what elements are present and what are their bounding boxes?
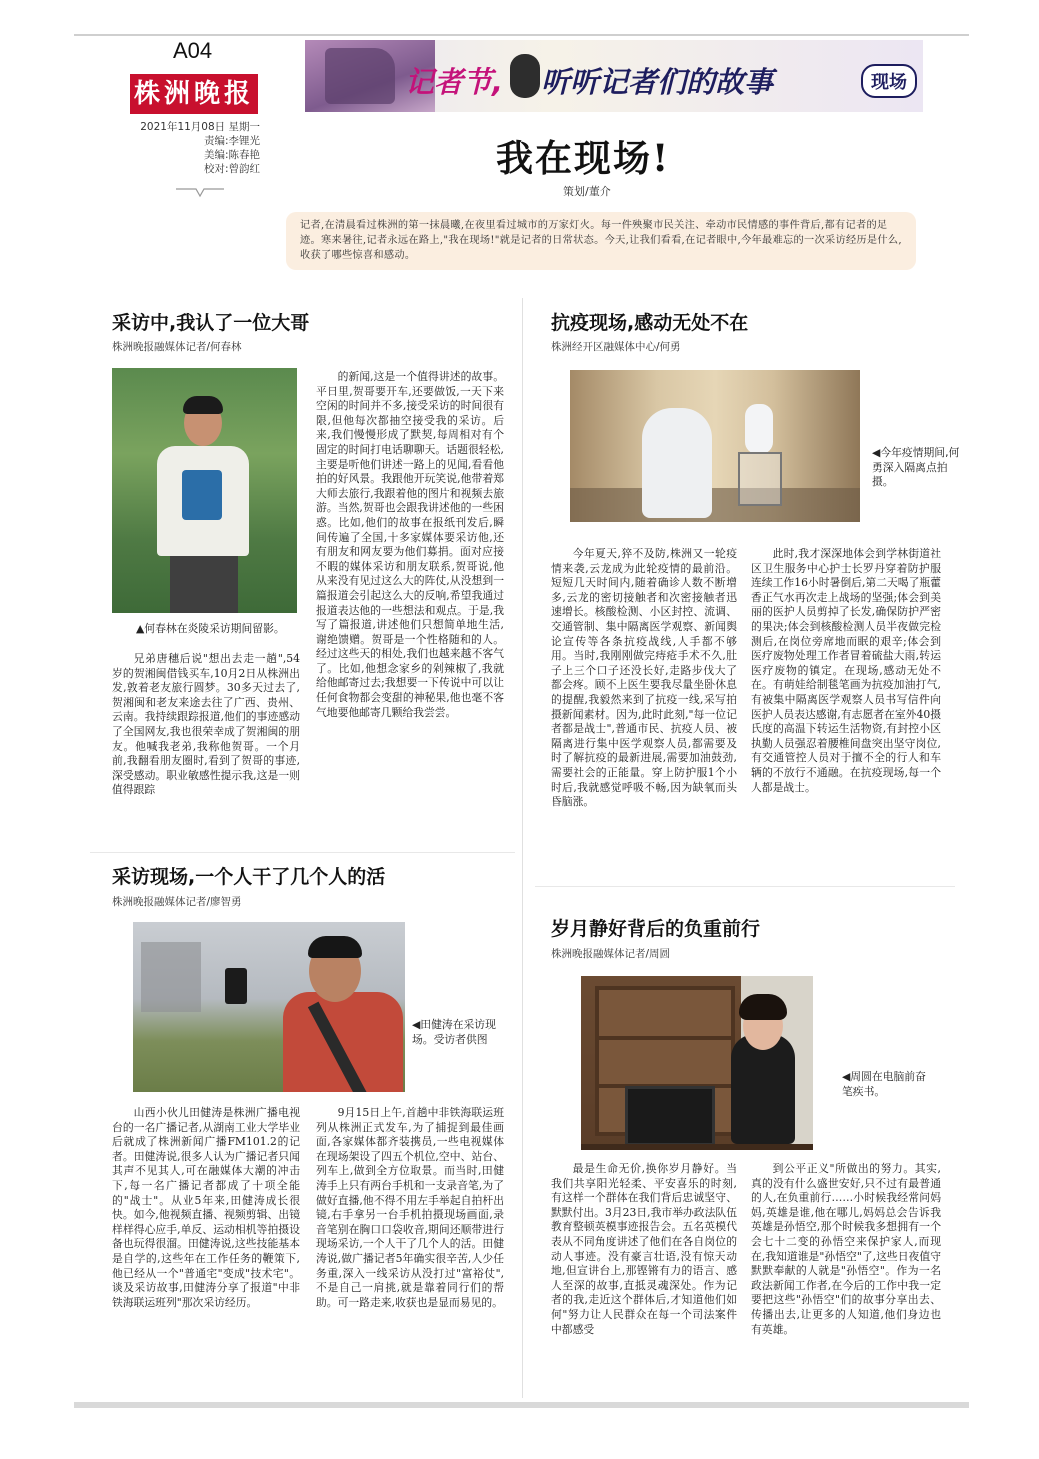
article-2-title: 抗疫现场,感动无处不在 <box>551 312 749 334</box>
article-2-byline: 株洲经开区融媒体中心/何勇 <box>551 341 681 353</box>
article-2-column-a: 今年夏天,猝不及防,株洲又一轮疫情来袭,云龙成为此轮疫情的最前沿。短短几天时间内,随着确诊人数不断增多,云龙的密切接触者和次密接触者迅速增长。核酸检测、小区封控、流调、交通管制、集中隔离医学观察、新闻舆论宣传等各条抗疫战线,人手都不够用。当时,我刚刚做完痔疮手术不久,肚子上三个口子还没长好,走路步伐大了都会疼。顾不上医生要我尽量坐卧休息的提醒,我毅然来到了抗疫一线,采写拍摄新闻素材。因为,此时此刻,"每一位记者都是战士",普通市民、抗疫人员、被隔离进行集中医学观察人员,都需要及时了解抗疫的最新进展,需要加油鼓劲,需要社会的正能量。穿上防护服1个小时后,我就感觉呼吸不畅,因为缺氧而头昏脑涨。 <box>551 547 737 809</box>
article-4-column-b: 到公平正义"所做出的努力。其实,真的没有什么盛世安好,只不过有最普通的人,在负重前行……小时候我经常问妈妈,英雄是谁,他在哪儿,妈妈总会告诉我英雄是孙悟空,那个时候我多想拥有一个会七十二变的孙悟空来保护家人,而现在,我知道谁是"孙悟空"了,这些日夜值守默默奉献的人就是"孙悟空"。作为一名政法新闻工作者,在今后的工作中我一定要把这些"孙悟空"们的故事分享出去、传播出去,让更多的人知道,他们身边也有英雄。 <box>751 1162 941 1336</box>
newspaper-logo: 株洲晚报 <box>130 74 258 114</box>
microphone-icon <box>510 54 540 98</box>
article-2-caption: ◀今年疫情期间,何勇深入隔离点拍摄。 <box>872 446 960 488</box>
article-3-byline: 株洲晚报融媒体记者/廖智勇 <box>112 896 242 908</box>
article-4-caption: ◀周圆在电脑前奋笔疾书。 <box>842 1070 926 1098</box>
article-3-column-b: 9月15日上午,首趟中非铁海联运班列从株洲正式发车,为了捕捉到最佳画面,各家媒体都齐装携员,一些电视媒体在现场架设了四五个机位,空中、站台、列车上,做到全方位取景。而当时,田健涛手上只有两台手机和一支录音笔,为了做好直播,他不得不用左手举起自拍杆出镜,右手拿另一台手机拍摄现场画面,录音笔别在胸口口袋收音,期间还顺带进行现场采访,一个人干了几个人的活。田健涛说,做广播记者5年确实很辛苦,人少任务重,深入一线采访从没打过"富裕仗",不是自己一肩挑,就是靠着同行们的帮助。可一路走来,收获也是显而易见的。 <box>316 1106 504 1309</box>
article-1-column-b: 的新闻,这是一个值得讲述的故事。平日里,贺哥要开车,还要做饭,一天下来空闲的时间并不多,接受采访的时间很有限,但他每次都抽空接受我的采访。后来,我们慢慢形成了默契,每周相对有个固定的时间打电话聊聊天。话题很轻松,主要是听他们讲述一路上的见闻,看看他拍的好风景。我跟他开玩笑说,他带着郑大师去旅行,我跟着他的图片和视频去旅游。当然,贺哥也会跟我讲述他的一些困惑。比如,他们的故事在报纸刊发后,瞬间传遍了全国,十多家媒体要采访他,还有朋友和网友要为他们募捐。面对应接不暇的媒体采访和朋友联系,贺哥说,他从来没有见过这么大的阵仗,从没想到一篇报道会引起这么大的反响,希望我通过报道表达他的一些想法和观点。于是,我写了篇报道,讲述他们只想简单地生活,谢绝馈赠。贺哥是一个性格随和的人。经过这些天的相处,我们也越来越不客气了。比如,他想念家乡的剁辣椒了,我就给他邮寄过去;我想要一下传说中可以让任何食物都会变甜的神秘果,他也毫不客气地要他邮寄几颗给我尝尝。 <box>316 370 504 719</box>
article-3-photo <box>133 922 405 1092</box>
article-2-photo <box>570 370 860 522</box>
article-1-byline: 株洲晚报融媒体记者/何春林 <box>112 341 242 353</box>
issue-date: 2021年11月08日 星期一 <box>140 121 260 133</box>
banner <box>305 40 923 112</box>
article-3-title: 采访现场,一个人干了几个人的活 <box>112 866 386 888</box>
issue-meta <box>130 120 260 176</box>
article-4-title: 岁月静好背后的负重前行 <box>551 918 761 940</box>
editor-credit: 责编:李锂光 <box>203 135 260 147</box>
article-4-column-a: 最是生命无价,换你岁月静好。当我们共享阳光轻柔、平安喜乐的时刻,有这样一个群体在我们背后忠诚坚守、默默付出。3月23日,我市举办政法队伍教育整顿英模事迹报告会。五名英模代表从不同角度讲述了他们在各自岗位的动人事迹。没有豪言壮语,没有惊天动地,但宣讲台上,那铿锵有力的语言、感人至深的故事,直抵灵魂深处。作为记者的我,走近这个群体后,才知道他们如何"努力让人民群众在每一个司法案件中都感受 <box>551 1162 737 1336</box>
banner-title-part2: 听听记者们的故事 <box>541 65 774 99</box>
page-number: A04 <box>173 38 213 63</box>
intro-box: 记者,在清晨看过株洲的第一抹晨曦,在夜里看过城市的万家灯火。每一件殃聚市民关注、牵动市民情感的事件背后,都有记者的足迹。寒来暑往,记者永远在路上,"我在现场!"就是记者的日常状态。今天,让我们看看,在记者眼中,今年最难忘的一次采访经历是什么,收获了哪些惊喜和感动。 <box>286 212 916 270</box>
article-1-photo <box>112 368 297 613</box>
down-notch-icon <box>176 188 224 198</box>
top-rule <box>74 34 969 36</box>
banner-tag: 现场 <box>861 64 917 98</box>
designer-credit: 美编:陈春艳 <box>203 149 260 161</box>
proofreader-credit: 校对:曾韵红 <box>203 163 260 175</box>
page-headline: 我在现场! <box>496 136 671 180</box>
column-divider <box>522 298 523 1398</box>
article-3-column-a: 山西小伙儿田健涛是株洲广播电视台的一名广播记者,从湖南工业大学毕业后就成了株洲新闻广播FM101.2的记者。田健涛说,很多人认为广播记者只闻其声不见其人,可在融媒体大潮的冲击下,每一名广播记者都成了十项全能的"战士"。从业5年来,田健涛成长很快。如今,他视频直播、视频剪辑、出镜样样得心应手,单反、运动相机等拍摄设备也玩得很溜。田健涛说,这些技能基本是自学的,这些年在工作任务的鞭策下,他已经从一个"普通宅"变成"技术宅"。谈及采访故事,田健涛分享了报道"中非铁海联运班列"那次采访经历。 <box>112 1106 300 1309</box>
banner-title-part1: 记者节, <box>405 65 504 99</box>
article-2-column-b: 此时,我才深深地体会到学林街道社区卫生服务中心护士长罗丹穿着防护服连续工作16小时暑倒后,第二天喝了瓶藿香正气水再次走上战场的坚强;体会到美丽的医护人员剪掉了长发,确保防护严密的果决;体会到核酸检测人员半夜做完检测后,在岗位旁席地而眠的艰辛;体会到医疗废物处理工作者冒着硫盐大雨,转运医疗废物的镇定。在现场,感动无处不在。有萌娃给制毯笔画为抗疫加油打气,有被集中隔离医学观察人员书写信件向医护人员表达感谢,有志愿者在室外40摄氏度的高温下转运生活物资,有封控小区执勤人员强忍着腰椎间盘突出坚守岗位,有交通管控人员对于擅不全的行人和车辆的不放行不通融。在抗疫现场,每一个人都是战士。 <box>751 547 941 794</box>
section-divider-right <box>535 886 955 887</box>
article-3-caption: ◀田健涛在采访现场。受访者供图 <box>412 1018 496 1046</box>
article-1-title: 采访中,我认了一位大哥 <box>112 312 310 334</box>
article-4-photo <box>581 976 813 1150</box>
article-1-column-a: 兄弟唐穗后说"想出去走一趟",54岁的贺湘闽借钱买车,10月2日从株洲出发,敦着老友旅行圆梦。30多天过去了,贺湘闽和老友来途去往了广西、贵州、云南。我持续跟踪报道,他们的事迹感动了全国网友,我也很荣幸成了贺湘闽的朋友。他喊我老弟,我称他贺哥。一个月前,我翻看朋友圈时,看到了贺哥的事迹,深受感动。职业敏感性提示我,这是一则值得跟踪 <box>112 652 300 797</box>
article-1-caption: ▲何春林在炎陵采访期间留影。 <box>136 622 285 635</box>
planner-credit: 策划/董介 <box>563 185 611 198</box>
section-divider-left <box>90 852 515 853</box>
bottom-rule <box>74 1402 969 1408</box>
article-4-byline: 株洲晚报融媒体记者/周圆 <box>551 948 671 960</box>
